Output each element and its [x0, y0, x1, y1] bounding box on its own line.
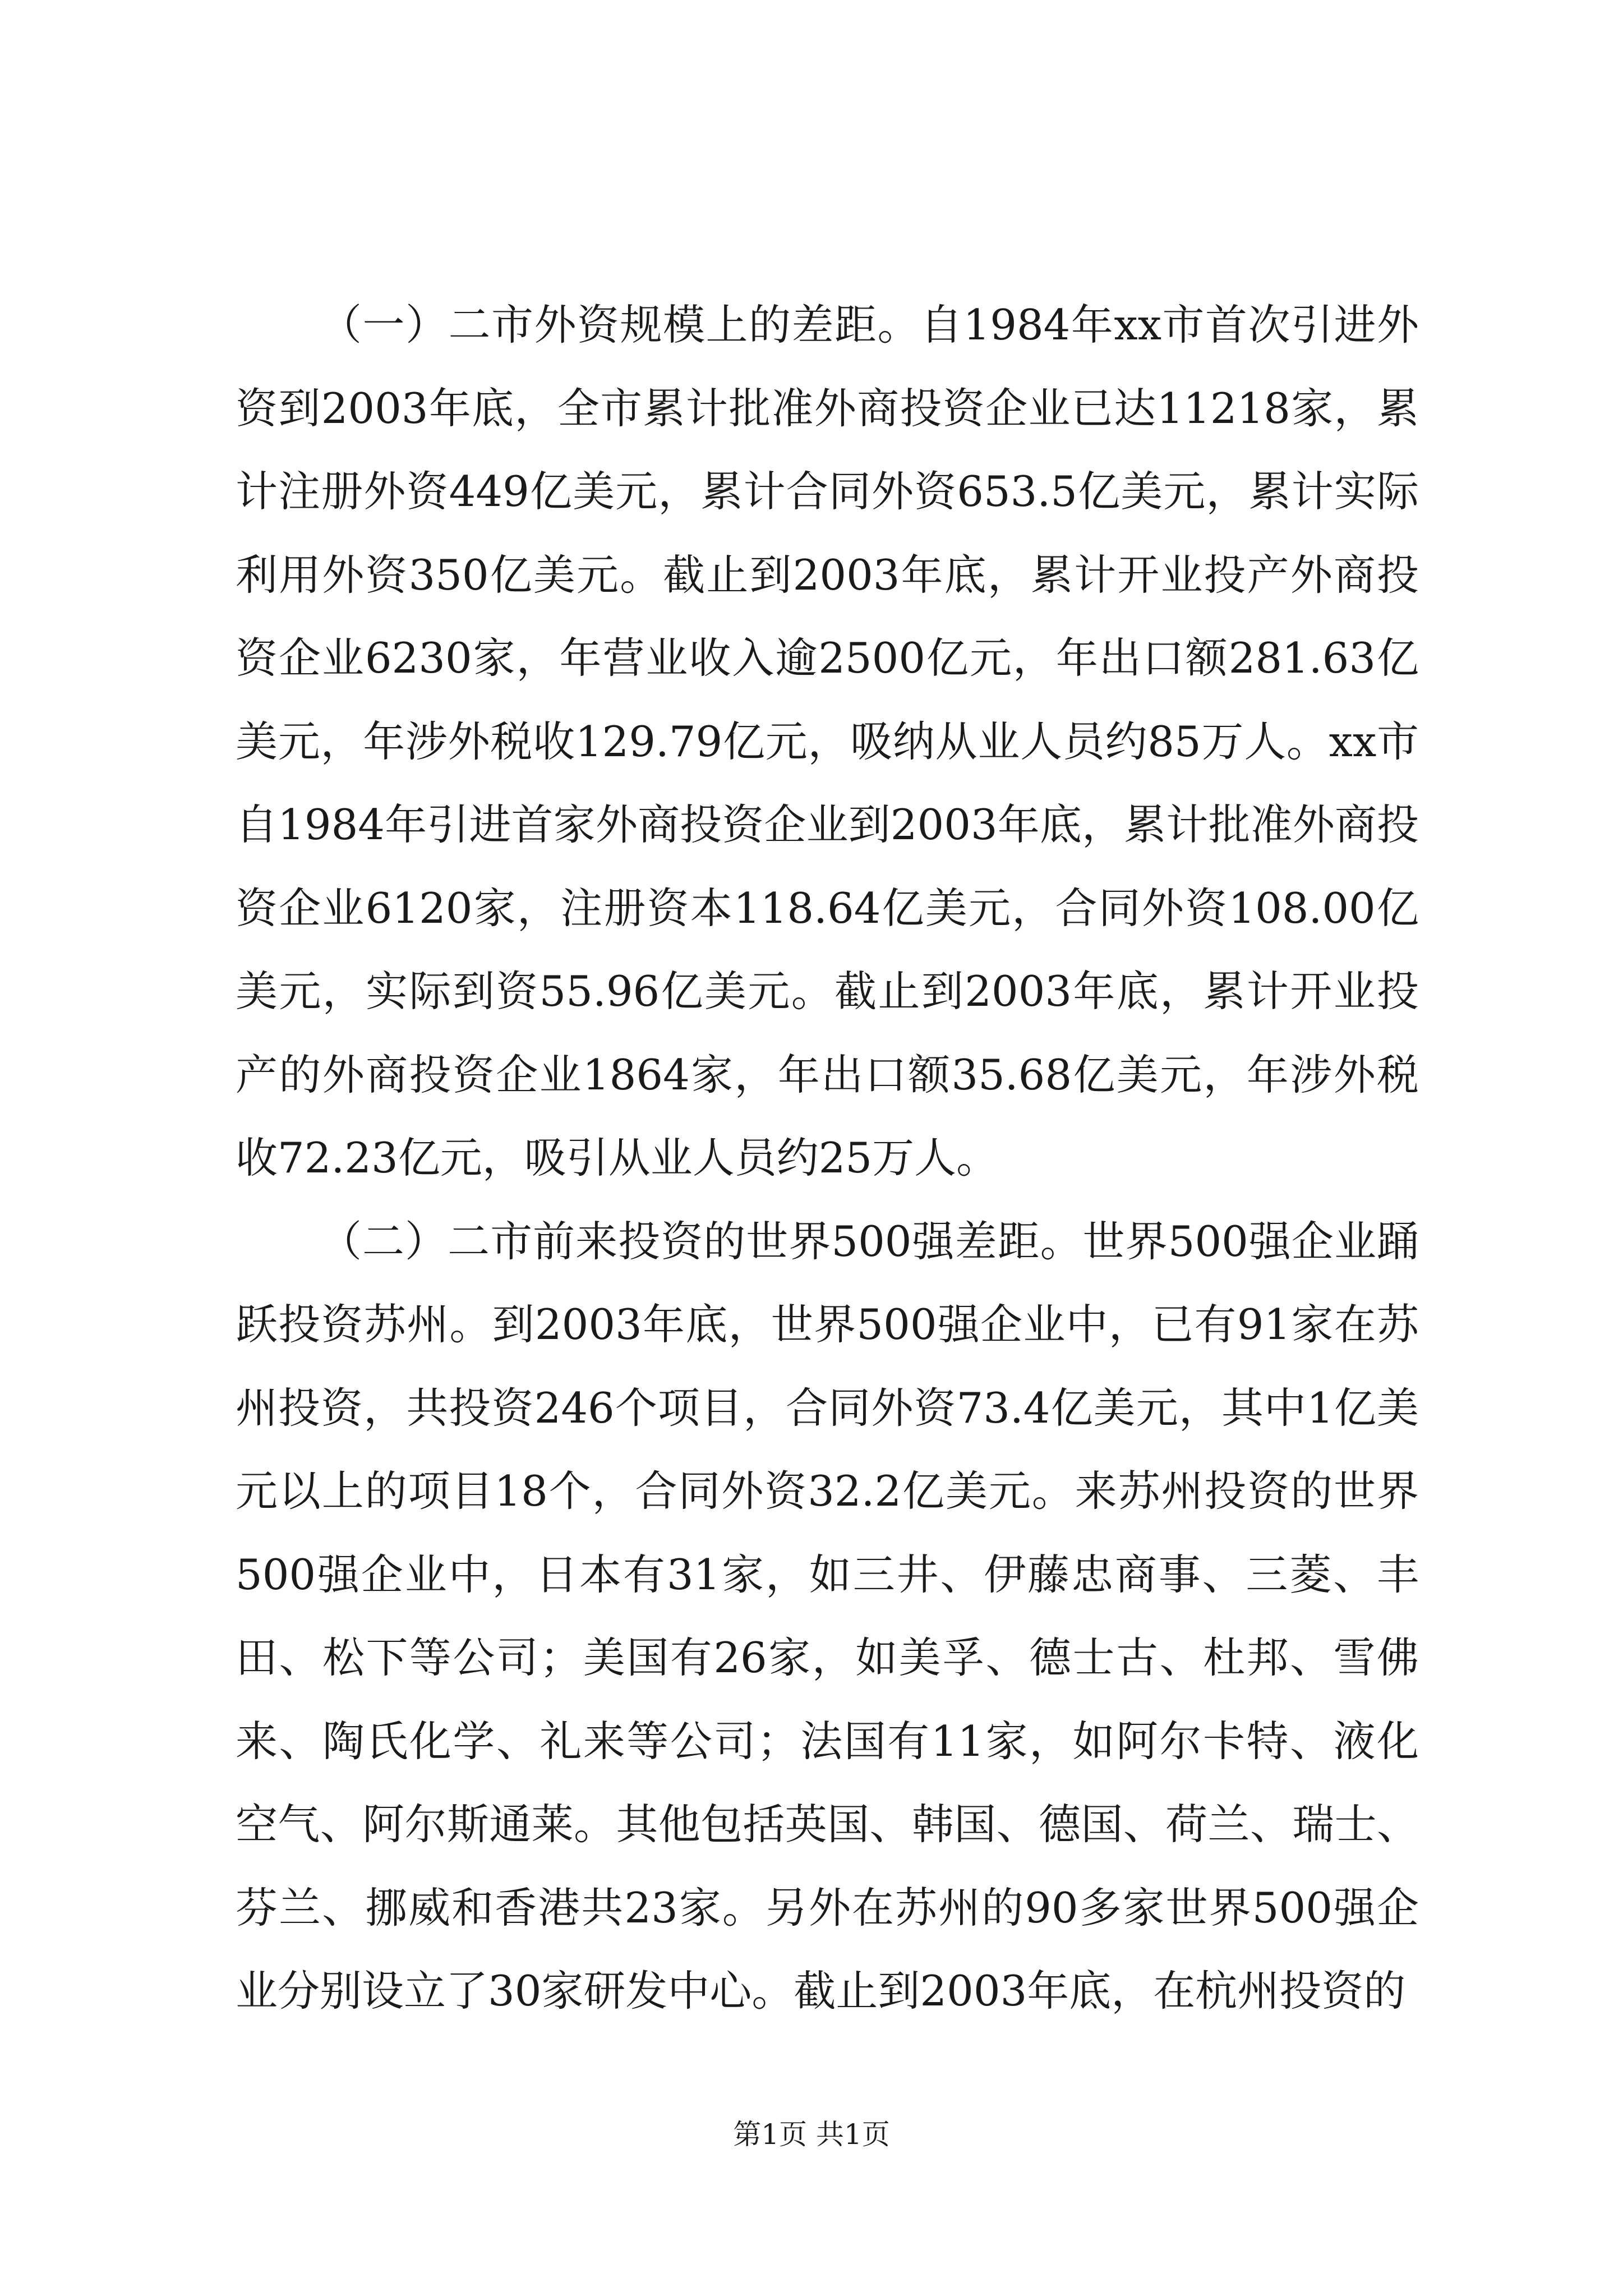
page-footer	[0, 2118, 1623, 2151]
paragraph-fortune-500-gap: （二）二市前来投资的世界500强差距。世界500强企业踊跃投资苏州。到2003年底，世界500强企业中，已有91家在苏州投资，共投资246个项目，合同外资73.4亿美元，其中1亿美元以上的项目18个，合同外资32.2亿美元。来苏州投资的世界500强企业中，日本有31家，如三井、伊藤忠商事、三菱、丰田、松下等公司；美国有26家，如美孚、德士古、杜邦、雪佛来、陶氏化学、礼来等公司；法国有11家，如阿尔卡特、液化空气、阿尔斯通莱。其他包括英国、韩国、德国、荷兰、瑞士、芬兰、挪威和香港共23家。另外在苏州的90多家世界500强企业分别设立了30家研发中心。截止到2003年底，在杭州投资的	[236, 1216, 1419, 2016]
document-body	[236, 283, 1419, 2033]
page-number-label: 第1页 共1页	[733, 2118, 890, 2151]
paragraph-foreign-investment-scale: （一）二市外资规模上的差距。自1984年xx市首次引进外资到2003年底，全市累计批准外商投资企业已达11218家，累计注册外资449亿美元，累计合同外资653.5亿美元，累计实际利用外资350亿美元。截止到2003年底，累计开业投产外商投资企业6230家，年营业收入逾2500亿元，年出口额281.63亿美元，年涉外税收129.79亿元，吸纳从业人员约85万人。xx市自1984年引进首家外商投资企业到2003年底，累计批准外商投资企业6120家，注册资本118.64亿美元，合同外资108.00亿美元，实际到资55.96亿美元。截止到2003年底，累计开业投产的外商投资企业1864家，年出口额35.68亿美元，年涉外税收72.23亿元，吸引从业人员约25万人。	[236, 300, 1419, 1182]
